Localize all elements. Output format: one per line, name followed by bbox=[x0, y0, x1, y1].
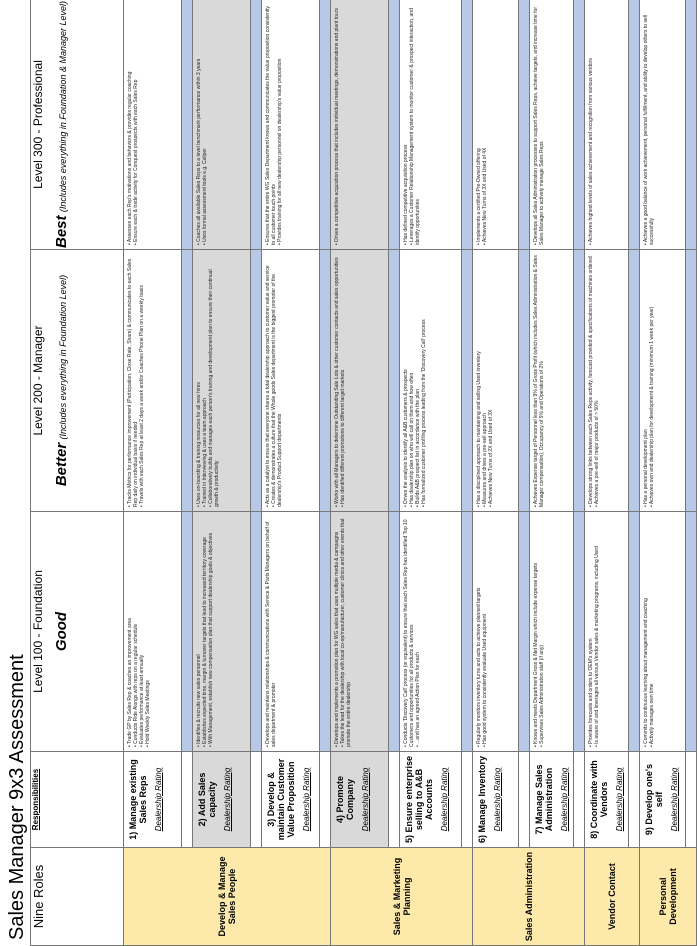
criteria-item bbox=[271, 254, 283, 507]
rating-input-cell[interactable] bbox=[251, 0, 262, 250]
criteria-text: Establishes expected time, margin & turnover targets that lead to increased territory coverage bbox=[202, 537, 208, 744]
bullet-icon: • bbox=[334, 503, 340, 507]
level-note: (Includes everything in Foundation & Manager Level) bbox=[58, 1, 68, 213]
responsibility-cell bbox=[124, 752, 182, 848]
dealership-rating-label: Dealership Rating bbox=[493, 767, 502, 832]
table-row bbox=[640, 0, 686, 946]
responsibility-label: 5) Ensure enterprise selling to A&B Accounts bbox=[404, 755, 434, 844]
criteria-text: Uses formal assessment tools e.g. Caliper bbox=[202, 148, 208, 242]
rating-label-spacer bbox=[251, 752, 262, 848]
bullet-icon: • bbox=[476, 241, 482, 245]
rating-input-cell[interactable] bbox=[519, 0, 530, 250]
good-criteria-cell bbox=[193, 512, 251, 752]
bullet-icon: • bbox=[139, 503, 145, 507]
criteria-text: Collaboratively builds and manages each person's training and development plan to ensure their continual growth & productivity bbox=[208, 269, 220, 507]
criteria-item bbox=[409, 4, 421, 245]
good-criteria-cell bbox=[262, 512, 320, 752]
header-row bbox=[31, 0, 124, 946]
criteria-item bbox=[415, 516, 421, 747]
criteria-item bbox=[139, 254, 145, 507]
criteria-list bbox=[476, 254, 494, 507]
bullet-icon: • bbox=[415, 743, 421, 747]
criteria-item bbox=[145, 516, 151, 747]
criteria-text: Commits to continuous learning about management and coaching bbox=[643, 598, 649, 744]
rating-label-spacer bbox=[629, 752, 640, 848]
criteria-list bbox=[265, 4, 283, 245]
bullet-icon: • bbox=[588, 242, 594, 245]
criteria-list bbox=[588, 4, 594, 245]
criteria-text: Assesses each Rep's motivations and behaviors & provides regular coaching bbox=[127, 71, 133, 243]
bullet-icon: • bbox=[208, 503, 214, 507]
responsibility-label: 2) Add Sales capacity bbox=[197, 772, 217, 827]
level-note: (Includes everything in Foundation Level) bbox=[58, 274, 68, 440]
bullet-icon: • bbox=[533, 504, 539, 507]
criteria-text: Has a disciplined approach to maintaining and selling Used inventory bbox=[476, 351, 482, 504]
responsibilities-header: Responsibilities bbox=[31, 752, 124, 848]
criteria-text: Identifies & recruits new sales personnel bbox=[196, 654, 202, 744]
table-row bbox=[530, 0, 574, 946]
bullet-icon: • bbox=[488, 504, 494, 507]
criteria-text: Acts as a catalyst to ensure that everyone shares a total dealership approach to customer value and service bbox=[265, 265, 271, 505]
criteria-text: Has formalized customer profiling process leading from the 'Discovery Call' process bbox=[421, 319, 427, 504]
rating-strip-row bbox=[686, 0, 697, 946]
criteria-text: Works with all Managers to determine Outstanding Sale Lots & other customer contacts and sales opportunities bbox=[334, 257, 340, 504]
criteria-text: Has good system to consistently evaluate Used equipment bbox=[482, 614, 488, 744]
bullet-icon: • bbox=[409, 503, 415, 507]
responsibility-cell bbox=[473, 752, 519, 848]
bullet-icon: • bbox=[196, 241, 202, 245]
page-title: Sales Manager 9x3 Assessment bbox=[6, 654, 28, 940]
rating-input-cell[interactable] bbox=[686, 250, 697, 512]
good-criteria-cell bbox=[473, 512, 519, 752]
criteria-list bbox=[196, 4, 208, 245]
bullet-icon: • bbox=[208, 743, 214, 747]
bullet-icon: • bbox=[202, 241, 208, 245]
bullet-icon: • bbox=[196, 503, 202, 507]
best-criteria-cell bbox=[640, 0, 686, 250]
responsibility-cell bbox=[530, 752, 574, 848]
rating-label-spacer bbox=[519, 752, 530, 848]
criteria-text: Achieves a good balance of work achievement, personal fulfillment, and ability to develop others to sell successfully bbox=[643, 15, 655, 245]
bullet-icon: • bbox=[643, 242, 649, 245]
criteria-list bbox=[127, 516, 151, 747]
criteria-text: Conducts Ride Alongs with reps on a regular schedule bbox=[133, 623, 139, 744]
criteria-item bbox=[340, 516, 352, 747]
criteria-text: Develops strong links between each Sales Reps activity, forecast provided & specifications of machines ordered bbox=[588, 256, 594, 504]
rating-strip-row bbox=[519, 0, 530, 946]
rating-input-cell[interactable] bbox=[389, 0, 400, 250]
better-criteria-cell bbox=[400, 250, 462, 512]
criteria-text: Measures and drives a pre-sell approach bbox=[482, 413, 488, 504]
rating-input-cell[interactable] bbox=[519, 250, 530, 512]
role-cell: Personal Development bbox=[640, 848, 697, 946]
criteria-list bbox=[127, 254, 145, 507]
criteria-text: Develops and implements a promotion plan for WG sales that uses multiple media & campaigns bbox=[334, 531, 340, 744]
criteria-list bbox=[265, 516, 277, 747]
best-criteria-cell bbox=[473, 0, 519, 250]
table-row bbox=[193, 0, 251, 946]
level-rating: Good bbox=[53, 611, 70, 652]
role-cell: Vendor Contact bbox=[585, 848, 640, 946]
assessment-table bbox=[30, 0, 697, 946]
criteria-list bbox=[476, 516, 488, 747]
rating-input-cell[interactable] bbox=[251, 250, 262, 512]
bullet-icon: • bbox=[533, 241, 539, 245]
criteria-list bbox=[403, 254, 427, 507]
criteria-item bbox=[265, 516, 277, 747]
bullet-icon: • bbox=[133, 241, 139, 245]
bullet-icon: • bbox=[127, 743, 133, 747]
bullet-icon: • bbox=[415, 503, 421, 507]
bullet-icon: • bbox=[265, 743, 271, 747]
bullet-icon: • bbox=[403, 743, 409, 747]
bullet-icon: • bbox=[127, 242, 133, 245]
criteria-text: Conducts 'Discovery Call' process (or equivalent) to ensure that each Sales Rep has identified Top 10 Customers and opportunities for all products & services bbox=[403, 519, 415, 747]
criteria-list bbox=[476, 4, 488, 245]
rating-input-cell[interactable] bbox=[251, 512, 262, 752]
criteria-item bbox=[202, 4, 208, 245]
criteria-text: Uses on-boarding & training resources for all new hires bbox=[196, 382, 202, 504]
level-200-header bbox=[31, 250, 124, 512]
table-row bbox=[262, 0, 320, 946]
bullet-icon: • bbox=[594, 743, 600, 747]
rating-strip-row bbox=[389, 0, 400, 946]
rating-input-cell[interactable] bbox=[320, 250, 331, 512]
criteria-text: Achieves highest levels of sales achievement and recognition from various vendors bbox=[588, 58, 594, 243]
criteria-text: Takes the lead for the dealership with local co-op/manufacturer, customer clinics and other events that promote the entire dealership bbox=[340, 518, 352, 747]
good-criteria-cell bbox=[124, 512, 182, 752]
rating-input-cell[interactable] bbox=[574, 250, 585, 512]
criteria-item bbox=[482, 516, 488, 747]
dealership-rating-label: Dealership Rating bbox=[440, 767, 449, 832]
rating-input-cell[interactable] bbox=[182, 512, 193, 752]
criteria-list bbox=[643, 4, 655, 245]
bullet-icon: • bbox=[265, 504, 271, 507]
criteria-text: Creates & demonstrates a culture that the Whole goods Sales department is the biggest promoter of the dealership's Product Support departments bbox=[271, 274, 283, 507]
bullet-icon: • bbox=[539, 743, 545, 747]
criteria-list bbox=[588, 254, 600, 507]
criteria-text: Provides training for all new dealership personnel on dealership's value proposition bbox=[277, 58, 283, 242]
criteria-text: Develops all Sales Administration processes to support Sales Reps, achieve targets, and increase time for Sales Manager to actively manage Sales Reps bbox=[533, 7, 545, 245]
level-name: Level 200 - Manager bbox=[31, 325, 45, 436]
best-criteria-cell bbox=[530, 0, 574, 250]
best-criteria-cell bbox=[331, 0, 389, 250]
criteria-item bbox=[588, 4, 594, 245]
good-criteria-cell bbox=[331, 512, 389, 752]
bullet-icon: • bbox=[649, 744, 655, 747]
best-criteria-cell bbox=[193, 0, 251, 250]
rating-input-cell[interactable] bbox=[182, 250, 193, 512]
rating-input-cell[interactable] bbox=[686, 0, 697, 250]
criteria-text: With Management, establish new compensation plan that support dealership goals & objectives bbox=[208, 532, 214, 744]
rating-label-spacer bbox=[462, 752, 473, 848]
criteria-text: Travels with each Sales Rep at least 2 days a week and/or Coaches Phone Plan on a weekly basis bbox=[139, 285, 145, 504]
level-rating: Best bbox=[53, 215, 70, 248]
bullet-icon: • bbox=[403, 503, 409, 507]
bullet-icon: • bbox=[482, 503, 488, 507]
criteria-list bbox=[588, 516, 600, 747]
criteria-text: Builds A&B prospect list in accordance with the plan bbox=[415, 389, 421, 504]
criteria-item bbox=[539, 516, 545, 747]
rating-input-cell[interactable] bbox=[182, 0, 193, 250]
bullet-icon: • bbox=[340, 743, 346, 747]
criteria-text: Has identified different promotions to different target markets bbox=[340, 369, 346, 504]
criteria-item bbox=[594, 254, 600, 507]
rating-input-cell[interactable] bbox=[629, 512, 640, 752]
criteria-item bbox=[208, 254, 220, 507]
criteria-text: Has a personal development plan bbox=[643, 429, 649, 504]
better-criteria-cell bbox=[473, 250, 519, 512]
criteria-item bbox=[482, 4, 488, 245]
best-criteria-cell bbox=[124, 0, 182, 250]
table-row bbox=[331, 0, 389, 946]
dealership-rating-label: Dealership Rating bbox=[302, 767, 311, 832]
criteria-list bbox=[127, 4, 139, 245]
bullet-icon: • bbox=[476, 503, 482, 507]
criteria-text: Has dealership plan on who will call on them and how often bbox=[409, 372, 415, 504]
bullet-icon: • bbox=[588, 503, 594, 507]
criteria-text: Trade GP by Sales Rep & coaches an improvement area bbox=[127, 618, 133, 744]
rating-input-cell[interactable] bbox=[629, 0, 640, 250]
criteria-item bbox=[649, 254, 655, 507]
criteria-text: Is aware of and leverages all various Vendor sales & marketing programs, including Used bbox=[594, 546, 600, 744]
bullet-icon: • bbox=[643, 743, 649, 747]
responsibility-cell bbox=[331, 752, 389, 848]
rating-input-cell[interactable] bbox=[686, 512, 697, 752]
bullet-icon: • bbox=[533, 743, 539, 747]
dealership-rating-label: Dealership Rating bbox=[361, 767, 370, 832]
rating-strip-row bbox=[251, 0, 262, 946]
bullet-icon: • bbox=[334, 241, 340, 245]
criteria-list bbox=[265, 254, 283, 507]
criteria-text: Evaluates performance at least annually bbox=[139, 654, 145, 744]
criteria-list bbox=[196, 516, 214, 747]
level-name: Level 100 - Foundation bbox=[31, 570, 45, 693]
better-criteria-cell bbox=[585, 250, 629, 512]
bullet-icon: • bbox=[133, 743, 139, 747]
responsibility-cell bbox=[585, 752, 629, 848]
rating-input-cell[interactable] bbox=[320, 512, 331, 752]
criteria-item bbox=[340, 254, 346, 507]
better-criteria-cell bbox=[331, 250, 389, 512]
criteria-item bbox=[277, 4, 283, 245]
bullet-icon: • bbox=[588, 743, 594, 747]
best-criteria-cell bbox=[262, 0, 320, 250]
criteria-text: Drives a competitive acquisition process that includes individual meetings, demonstrations and plant tours bbox=[334, 8, 340, 242]
rating-label-spacer bbox=[182, 752, 193, 848]
dealership-rating-label: Dealership Rating bbox=[615, 767, 624, 832]
bullet-icon: • bbox=[145, 743, 151, 747]
criteria-item bbox=[421, 254, 427, 507]
responsibility-label: 6) Manage Inventory bbox=[477, 755, 487, 844]
criteria-text: Coaches all available Sales Reps to a level benchmark performance within 3 years bbox=[196, 58, 202, 242]
criteria-list bbox=[403, 516, 421, 747]
criteria-item bbox=[265, 4, 277, 245]
rating-label-spacer bbox=[574, 752, 585, 848]
bullet-icon: • bbox=[196, 743, 202, 747]
criteria-text: Ensures that the entire WG Sales Department knows and communicates the value proposition consistently to all customer touch points bbox=[265, 6, 277, 245]
rating-input-cell[interactable] bbox=[519, 512, 530, 752]
criteria-text: Tracks Metrics for performance improvement (Participation, Close Rate, Share) & communicates to each Sales Rep daily on individual basis if needed bbox=[127, 258, 139, 507]
responsibility-cell bbox=[640, 752, 686, 848]
criteria-text: Achieves a pre-sell of major products of > 50% bbox=[594, 400, 600, 505]
criteria-item bbox=[488, 254, 494, 507]
good-criteria-cell bbox=[400, 512, 462, 752]
bullet-icon: • bbox=[127, 503, 133, 507]
better-criteria-cell bbox=[530, 250, 574, 512]
role-cell: Sales Administration bbox=[473, 848, 585, 946]
rating-input-cell[interactable] bbox=[574, 0, 585, 250]
rating-input-cell[interactable] bbox=[574, 512, 585, 752]
dealership-rating-label: Dealership Rating bbox=[670, 767, 679, 832]
criteria-text: Supervises Sales Administration staff (if any) bbox=[539, 645, 545, 744]
bullet-icon: • bbox=[202, 503, 208, 507]
better-criteria-cell bbox=[262, 250, 320, 512]
role-cell: Develop & Manage Sales People bbox=[124, 848, 331, 946]
criteria-item bbox=[403, 516, 415, 747]
level-300-header bbox=[31, 0, 124, 250]
nine-roles-header: Nine Roles bbox=[31, 848, 124, 946]
good-criteria-cell bbox=[530, 512, 574, 752]
better-criteria-cell bbox=[193, 250, 251, 512]
rating-label-spacer bbox=[686, 752, 697, 848]
better-criteria-cell bbox=[640, 250, 686, 512]
criteria-list bbox=[533, 254, 545, 507]
table-row bbox=[585, 0, 629, 946]
better-criteria-cell bbox=[124, 250, 182, 512]
table-row bbox=[473, 0, 519, 946]
bullet-icon: • bbox=[271, 503, 277, 507]
level-name: Level 300 - Professional bbox=[31, 60, 45, 189]
bullet-icon: • bbox=[482, 242, 488, 245]
role-cell: Sales & Marketing Planning bbox=[331, 848, 473, 946]
rating-input-cell[interactable] bbox=[320, 0, 331, 250]
rating-input-cell[interactable] bbox=[462, 250, 473, 512]
criteria-text: Leverages a Customer Relationship Management system to monitor customer & prospect interaction, and identify opportunities bbox=[409, 8, 421, 245]
rating-strip-row bbox=[182, 0, 193, 946]
responsibility-cell bbox=[193, 752, 251, 848]
responsibility-label: 4) Promote Company bbox=[335, 776, 355, 824]
criteria-item bbox=[643, 4, 655, 245]
rating-strip-row bbox=[320, 0, 331, 946]
criteria-item bbox=[594, 516, 600, 747]
criteria-item bbox=[533, 254, 545, 507]
bullet-icon: • bbox=[265, 241, 271, 245]
responsibility-cell bbox=[262, 752, 320, 848]
criteria-text: Achieves New Turns of 2X and Used of 3X bbox=[488, 409, 494, 505]
criteria-list bbox=[533, 4, 545, 245]
bullet-icon: • bbox=[594, 504, 600, 507]
rating-strip-row bbox=[462, 0, 473, 946]
criteria-list bbox=[334, 254, 346, 507]
criteria-item bbox=[127, 254, 139, 507]
criteria-list bbox=[403, 4, 421, 245]
criteria-item bbox=[533, 4, 545, 245]
criteria-item bbox=[334, 4, 340, 245]
criteria-list bbox=[196, 254, 220, 507]
criteria-text: Has defined competitive acquisition process bbox=[403, 144, 409, 242]
dealership-rating-label: Dealership Rating bbox=[154, 767, 163, 832]
rating-label-spacer bbox=[389, 752, 400, 848]
table-row bbox=[124, 0, 182, 946]
criteria-text: Achieves own and dealership plan for development & training (minimum 1 week per year) bbox=[649, 306, 655, 505]
rating-input-cell[interactable] bbox=[629, 250, 640, 512]
rating-strip-row bbox=[574, 0, 585, 946]
criteria-text: Drives the analysis to identify all A&B customers & prospects bbox=[403, 369, 409, 504]
criteria-text: Achieves Expense target of Personnel less than 9% of Gross Profit (which includes Sales Administration & Sales Manager compensation), Occupancy of 5% and Operations of 2% bbox=[533, 255, 545, 507]
criteria-text: Ensure each & trade activity for Conquest prospects with each Sales Rep bbox=[133, 79, 139, 242]
rating-input-cell[interactable] bbox=[389, 250, 400, 512]
bullet-icon: • bbox=[482, 743, 488, 747]
responsibility-label: 9) Develop one's self bbox=[644, 763, 664, 836]
responsibility-label: 3) Develop & maintain Customer Value Proposition bbox=[266, 758, 296, 841]
bullet-icon: • bbox=[277, 241, 283, 245]
rating-strip-row bbox=[629, 0, 640, 946]
bullet-icon: • bbox=[403, 241, 409, 245]
bullet-icon: • bbox=[649, 504, 655, 507]
criteria-list bbox=[533, 516, 545, 747]
criteria-item bbox=[208, 516, 214, 747]
criteria-item bbox=[133, 4, 139, 245]
criteria-list bbox=[643, 516, 655, 747]
bullet-icon: • bbox=[340, 503, 346, 507]
good-criteria-cell bbox=[640, 512, 686, 752]
responsibility-cell bbox=[400, 752, 462, 848]
rating-input-cell[interactable] bbox=[462, 0, 473, 250]
bullet-icon: • bbox=[409, 241, 415, 245]
rating-input-cell[interactable] bbox=[462, 512, 473, 752]
bullet-icon: • bbox=[476, 743, 482, 747]
criteria-list bbox=[643, 254, 655, 507]
responsibility-label: 1) Manage existing Sales Reps bbox=[128, 759, 148, 840]
responsibility-label: 8) Coordinate with Vendors bbox=[589, 760, 609, 839]
bullet-icon: • bbox=[202, 743, 208, 747]
criteria-text: Actively manages own time bbox=[649, 683, 655, 745]
dealership-rating-label: Dealership Rating bbox=[560, 767, 569, 832]
rating-input-cell[interactable] bbox=[389, 512, 400, 752]
bullet-icon: • bbox=[421, 503, 427, 507]
level-rating: Better bbox=[53, 442, 70, 487]
criteria-list bbox=[334, 4, 340, 245]
rating-label-spacer bbox=[320, 752, 331, 848]
criteria-list bbox=[334, 516, 352, 747]
criteria-text: Hold Weekly Sales Meetings bbox=[145, 680, 151, 744]
best-criteria-cell bbox=[400, 0, 462, 250]
criteria-text: Knows and meets Department Gross & Net Margin which include expense targets bbox=[533, 562, 539, 744]
criteria-text: Develops and maintains relationships & communications with Service & Parts Managers on behalf of sales department & promoter bbox=[265, 521, 277, 747]
best-criteria-cell bbox=[585, 0, 629, 250]
criteria-text: Achieves New Turns of 3X and Used of 4X bbox=[482, 147, 488, 243]
bullet-icon: • bbox=[643, 503, 649, 507]
responsibility-label: 7) Manage Sales Administration bbox=[534, 764, 554, 835]
criteria-text: Implements a certified Pre-Owned offering bbox=[476, 148, 482, 242]
level-100-header bbox=[31, 512, 124, 752]
criteria-text: Provides forecasts and orders to OEM's system bbox=[588, 638, 594, 744]
table-row bbox=[400, 0, 462, 946]
criteria-item bbox=[649, 516, 655, 747]
dealership-rating-label: Dealership Rating bbox=[223, 767, 232, 832]
good-criteria-cell bbox=[585, 512, 629, 752]
bullet-icon: • bbox=[139, 743, 145, 747]
criteria-text: Regularly monitors inventory turns and acts to achieve planned targets bbox=[476, 587, 482, 744]
criteria-text: Trained in Interviewing & uses a team approach bbox=[202, 398, 208, 504]
bullet-icon: • bbox=[334, 743, 340, 747]
criteria-text: ...and has an agreed Action Plan for each bbox=[415, 652, 421, 744]
